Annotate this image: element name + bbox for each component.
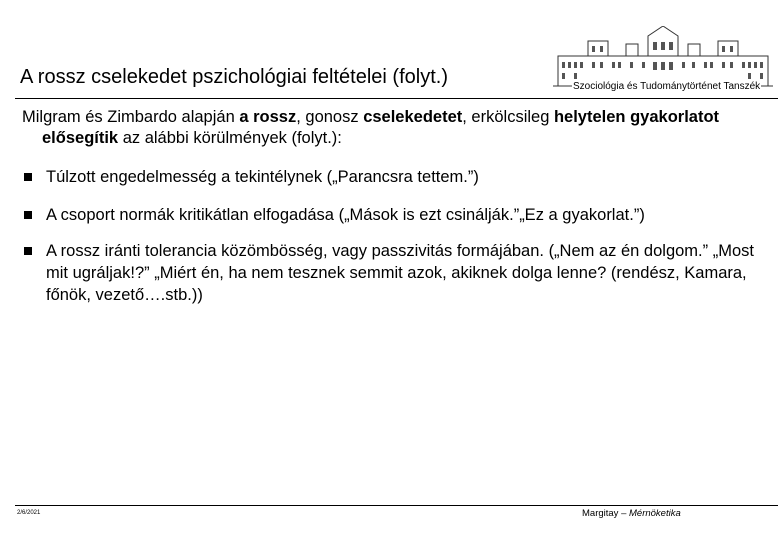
course-name: Mérnöketika <box>629 508 681 519</box>
intro-text: Milgram és Zimbardo alapján <box>22 108 240 126</box>
list-item <box>22 204 762 226</box>
bullet-text: A rossz iránti tolerancia közömbösség, vagy passzivitás formájában. („Nem az én dolgom.” „Most mit ugráljak!?” „Miért én, ha nem tesznek semmit azok, akiknek dolga lenne? (rendész, Kamara, főnök, vezető….stb.)) <box>46 242 754 304</box>
intro-bold: cselekedetet <box>363 108 463 126</box>
intro-bold: helytelen gyakorlatot elősegítik <box>42 108 720 147</box>
intro-text: , erkölcsileg <box>462 108 554 126</box>
author-name: Margitay – <box>582 508 629 519</box>
intro-bold: a rossz <box>239 108 297 126</box>
square-bullet-icon <box>24 173 32 181</box>
title-divider <box>15 98 778 99</box>
bullet-text: Túlzott engedelmesség a tekintélynek („Parancsra tettem.”) <box>46 168 479 186</box>
list-item <box>22 240 762 306</box>
square-bullet-icon <box>24 211 32 219</box>
intro-paragraph <box>22 107 780 149</box>
bullet-list <box>22 166 762 322</box>
square-bullet-icon <box>24 247 32 255</box>
footer-divider <box>15 505 778 506</box>
intro-text: , gonosz <box>296 108 364 126</box>
slide-title: A rossz cselekedet pszichológiai feltételei (folyt.) <box>20 66 448 88</box>
footer-author <box>582 508 681 519</box>
bullet-text: A csoport normák kritikátlan elfogadása („Mások is ezt csinálják.”„Ez a gyakorlat.”) <box>46 206 645 224</box>
footer-date: 2/6/2021 <box>17 510 41 516</box>
list-item <box>22 166 762 188</box>
logo-caption: Szociológia és Tudománytörténet Tanszék <box>573 81 761 92</box>
intro-text: az alábbi körülmények (folyt.): <box>118 129 342 147</box>
